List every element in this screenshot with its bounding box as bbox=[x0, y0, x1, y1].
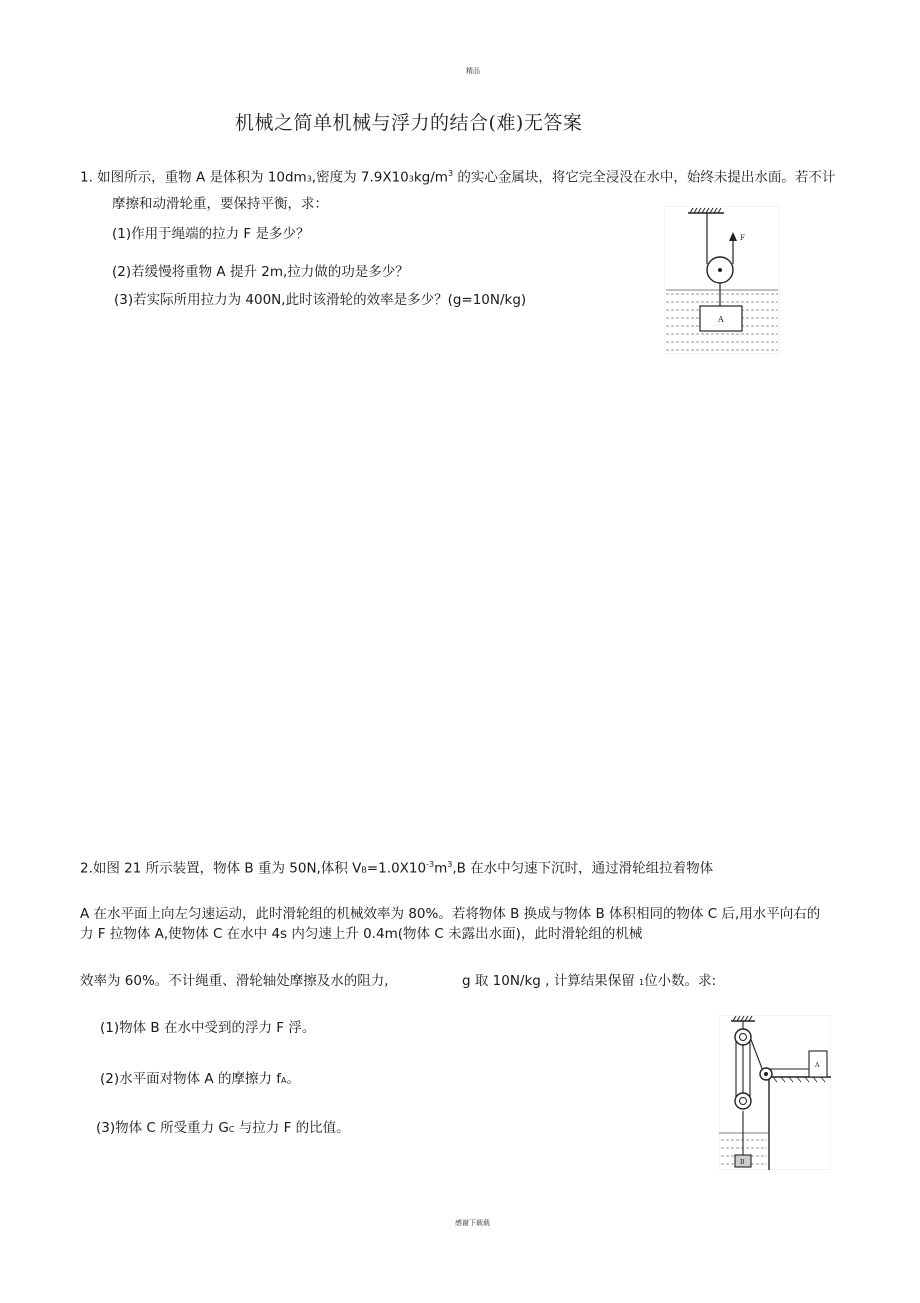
page-footer: 感谢下载载 bbox=[455, 1219, 490, 1227]
block-a-label: A bbox=[718, 315, 724, 324]
q2-line4-c: 1 bbox=[639, 978, 645, 987]
force-label: F bbox=[740, 234, 745, 242]
q2-line1 bbox=[80, 855, 713, 881]
q2-part3 bbox=[96, 1118, 350, 1140]
block-a-label: A bbox=[815, 1062, 820, 1069]
q2-line2: A 在水平面上向左匀速运动，此时滑轮组的机械效率为 80%。若将物体 B 换成与物体 B 体积相同的物体 C 后,用水平向右的 bbox=[80, 906, 821, 922]
q2-part3-a: (3)物体 C 所受重力 G bbox=[96, 1120, 229, 1136]
q2-line1-g: ,B 在水中匀速下沉时，通过滑轮组拉着物体 bbox=[452, 860, 714, 877]
fixed-pulley bbox=[735, 1029, 751, 1045]
q1-line1-f: 3 bbox=[447, 169, 454, 178]
block-b bbox=[735, 1155, 751, 1167]
movable-pulley bbox=[735, 1093, 751, 1109]
q2-line1-b: B bbox=[361, 865, 367, 875]
page-title: 机械之简单机械与浮力的结合(难)无答案 bbox=[235, 112, 583, 134]
q2-part1: (1)物体 B 在水中受到的浮力 F 浮。 bbox=[100, 1020, 316, 1036]
q1-line1-a: 1. 如图所示，重物 A 是体积为 10dm bbox=[80, 169, 307, 186]
q2-part3-b: C bbox=[228, 1125, 235, 1134]
movable-pulley bbox=[707, 257, 733, 283]
q2-part2-a: (2)水平面对物体 A 的摩擦力 f bbox=[100, 1071, 281, 1087]
q2-line4-d: 位小数。求: bbox=[644, 973, 717, 989]
q1-line1-g: 的实心金属块，将它完全浸没在水中，始终未提出水面。若不计 bbox=[453, 169, 836, 186]
q1-part3: (3)若实际所用拉力为 400N,此时该滑轮的效率是多少？(g=10N/kg) bbox=[114, 292, 527, 308]
q2-part2 bbox=[100, 1069, 300, 1091]
q2-line1-a: 2.如图 21 所示装置，物体 B 重为 50N,体积 V bbox=[80, 860, 362, 877]
q2-line4-b-text: g 取 10N/kg , 计算结果保留 bbox=[462, 973, 635, 989]
block-a bbox=[809, 1051, 827, 1077]
q1-line1-b: 3 bbox=[306, 174, 312, 184]
q1-line1-c: ,密度为 7.9X10 bbox=[311, 169, 409, 186]
q1-line2: 摩擦和动滑轮重，要保持平衡，求： bbox=[112, 196, 328, 212]
q2-pulley-figure bbox=[719, 1015, 831, 1170]
q1-part1: (1)作用于绳端的拉力 F 是多少？ bbox=[112, 226, 310, 242]
page-header: 精品 bbox=[466, 67, 480, 75]
q1-part2: (2)若缓慢将重物 A 提升 2m,拉力做的功是多少？ bbox=[112, 264, 409, 280]
block-b-label: B bbox=[740, 1159, 745, 1166]
q2-line3: 力 F 拉物体 A,使物体 C 在水中 4s 内匀速上升 0.4m(物体 C 未露出水面)，此时滑轮组的机械 bbox=[80, 926, 643, 942]
q1-pulley-figure bbox=[664, 206, 780, 354]
q2-line1-e: m bbox=[434, 860, 448, 877]
block-a bbox=[700, 306, 742, 331]
q2-line1-c: =1.0X10 bbox=[366, 860, 427, 877]
q2-line4-a: 效率为 60%。不计绳重、滑轮轴处摩擦及水的阻力, bbox=[80, 973, 389, 989]
q1-line1-e: kg/m bbox=[413, 169, 448, 186]
q1-line1 bbox=[80, 164, 835, 190]
q1-line1-d: 3 bbox=[408, 174, 414, 184]
q2-part2-c: 。 bbox=[286, 1071, 300, 1087]
q2-part2-b: A bbox=[280, 1076, 287, 1085]
q2-line4-b bbox=[462, 971, 716, 993]
q2-part3-c: 与拉力 F 的比值。 bbox=[234, 1120, 350, 1136]
q2-line1-d: -3 bbox=[426, 860, 435, 869]
q2-line1-f: 3 bbox=[447, 860, 453, 869]
corner-pulley bbox=[760, 1068, 772, 1080]
